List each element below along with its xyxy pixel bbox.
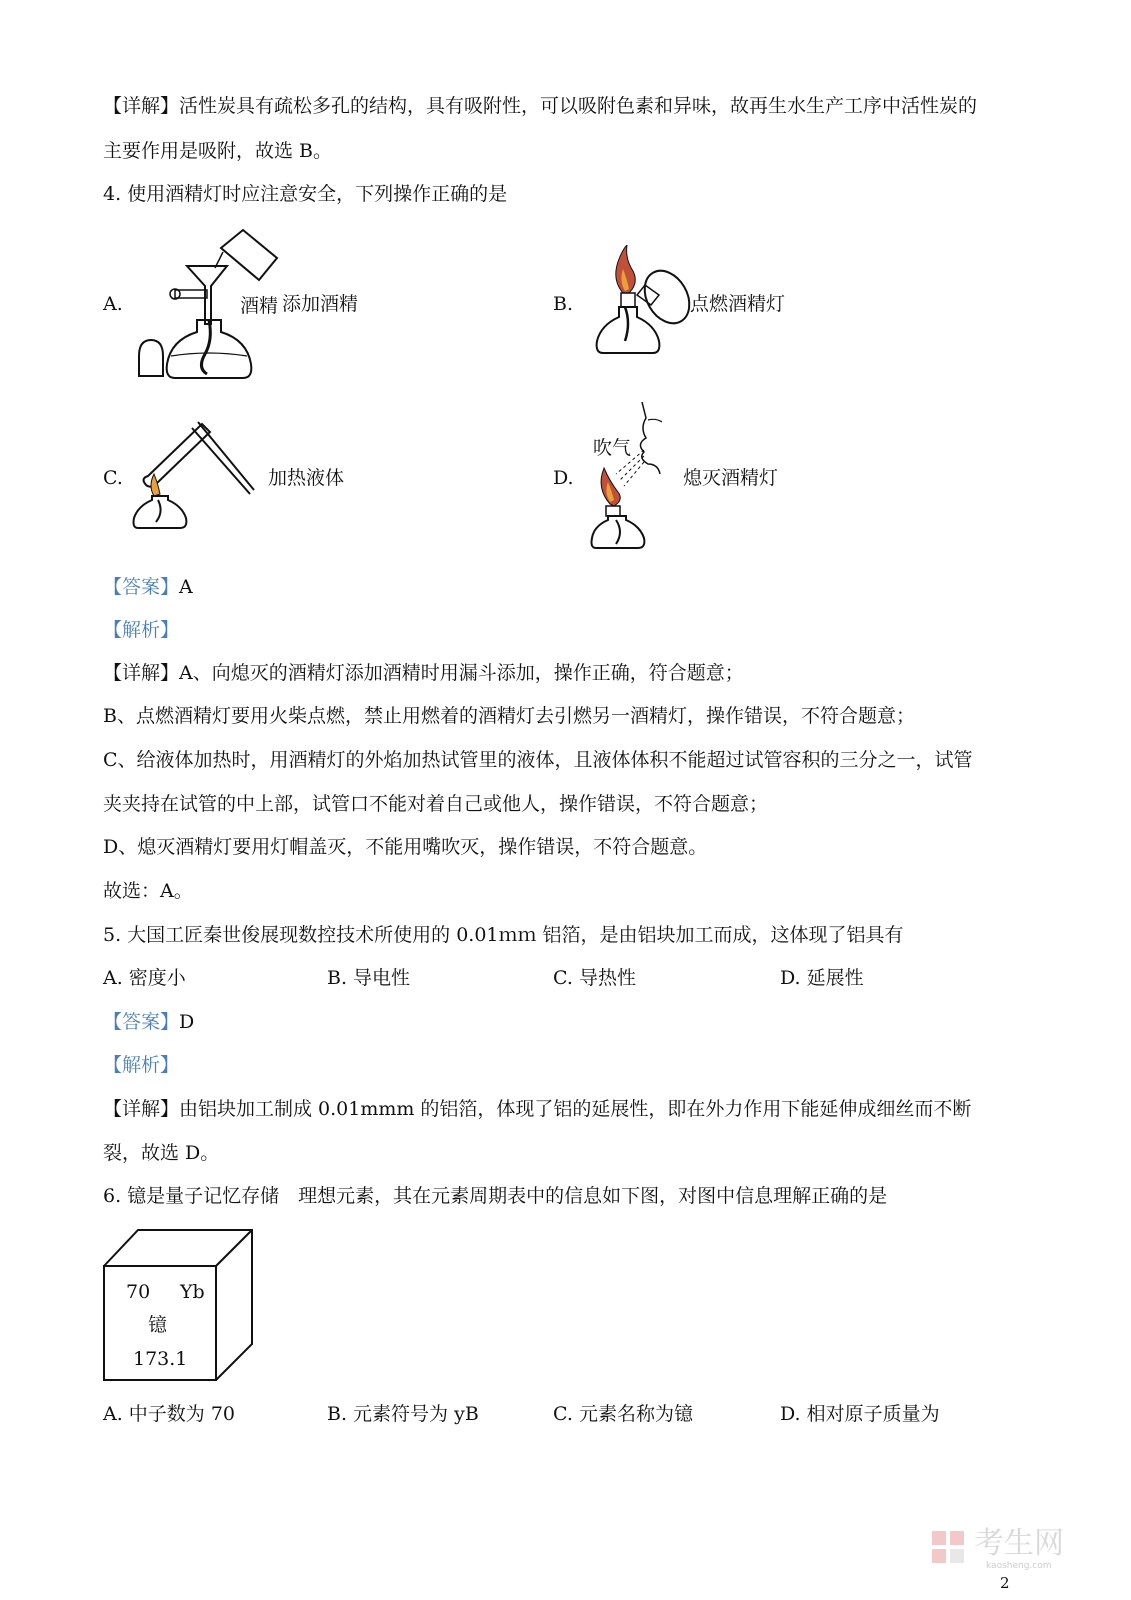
q5-option-b: B. 导电性 xyxy=(327,967,411,989)
q4-detail-line: C、给液体加热时，用酒精灯的外焰加热试管里的液体，且液体体积不能超过试管容积的三分之一，试管 xyxy=(103,749,973,771)
watermark-icon xyxy=(930,1529,970,1567)
q4-option-b-caption: 点燃酒精灯 xyxy=(690,293,786,315)
q4-option-c-letter: C. xyxy=(103,467,123,489)
element-name: 镱 xyxy=(148,1314,168,1336)
q5-analysis-tag: 【解析】 xyxy=(103,1054,180,1076)
q4-detail-line: B、点燃酒精灯要用火柴点燃，禁止用燃着的酒精灯去引燃另一酒精灯，操作错误，不符合题意； xyxy=(103,705,915,727)
heating-liquid-figure xyxy=(128,418,258,530)
watermark-text: 考生网 xyxy=(974,1526,1064,1561)
page-number: 2 xyxy=(1000,1574,1010,1592)
q6-option-d: D. 相对原子质量为 xyxy=(780,1403,940,1425)
q4-stem: 4. 使用酒精灯时应注意安全，下列操作正确的是 xyxy=(103,183,508,205)
q5-answer-row xyxy=(103,1010,194,1034)
q5-option-a: A. 密度小 xyxy=(103,967,186,989)
q6-option-b: B. 元素符号为 yB xyxy=(327,1403,479,1425)
q4-option-d-inner-label: 吹气 xyxy=(593,437,632,459)
element-mass: 173.1 xyxy=(133,1348,188,1370)
q3-detail-line2: 主要作用是吸附，故选 B。 xyxy=(103,140,333,162)
q4-option-b-letter: B. xyxy=(553,293,574,315)
q5-detail-line: 【详解】由铝块加工制成 0.01mmm 的铝箔，体现了铝的延展性，即在外力作用下能延伸成细丝而不断 xyxy=(103,1098,972,1120)
q3-detail-line1: 【详解】活性炭具有疏松多孔的结构，具有吸附性，可以吸附色素和异味，故再生水生产工序中活性炭的 xyxy=(103,95,978,117)
q6-option-a: A. 中子数为 70 xyxy=(103,1403,236,1425)
q4-answer: A xyxy=(179,576,193,598)
q4-option-a-inner-label: 酒精 xyxy=(240,295,279,317)
q4-detail-line: 故选：A。 xyxy=(103,880,193,902)
q4-option-c-caption: 加热液体 xyxy=(268,467,345,489)
q5-option-c: C. 导热性 xyxy=(553,967,636,989)
q4-analysis-tag: 【解析】 xyxy=(103,619,180,641)
element-symbol: Yb xyxy=(180,1281,205,1303)
watermark-sub: kaosheng.com xyxy=(986,1561,1052,1571)
q5-stem: 5. 大国工匠秦世俊展现数控技术所使用的 0.01ｍｍ 铝箔，是由铝块加工而成，这体现了铝具有 xyxy=(103,924,904,946)
q5-answer-tag: 【答案】 xyxy=(103,1011,180,1033)
q4-detail-line: 夹夹持在试管的中上部，试管口不能对着自己或他人，操作错误，不符合题意； xyxy=(103,793,769,815)
q4-option-d-caption: 熄灭酒精灯 xyxy=(683,467,779,489)
q6-stem: 6. 镱是量子记忆存储 理想元素，其在元素周期表中的信息如下图，对图中信息理解正确的是 xyxy=(103,1185,888,1207)
q4-detail-line: 【详解】A、向熄灭的酒精灯添加酒精时用漏斗添加，操作正确，符合题意； xyxy=(103,662,744,684)
blowing-out-lamp-figure xyxy=(590,402,680,550)
q4-answer-row xyxy=(103,575,193,599)
q4-option-d-letter: D. xyxy=(553,467,574,489)
q4-option-a-caption: 添加酒精 xyxy=(282,293,359,315)
q5-option-d: D. 延展性 xyxy=(780,967,864,989)
q4-answer-tag: 【答案】 xyxy=(103,576,180,598)
lamp-lighting-lamp-figure xyxy=(585,245,695,360)
q5-answer: D xyxy=(179,1011,195,1033)
element-atomic-number: 70 xyxy=(126,1281,151,1303)
q4-detail-line: D、熄灭酒精灯要用灯帽盖灭，不能用嘴吹灭，操作错误，不符合题意。 xyxy=(103,836,708,858)
q5-detail-line: 裂，故选 D。 xyxy=(103,1142,220,1164)
q4-option-a-letter: A. xyxy=(103,293,123,315)
q6-option-c: C. 元素名称为镱 xyxy=(553,1403,693,1425)
